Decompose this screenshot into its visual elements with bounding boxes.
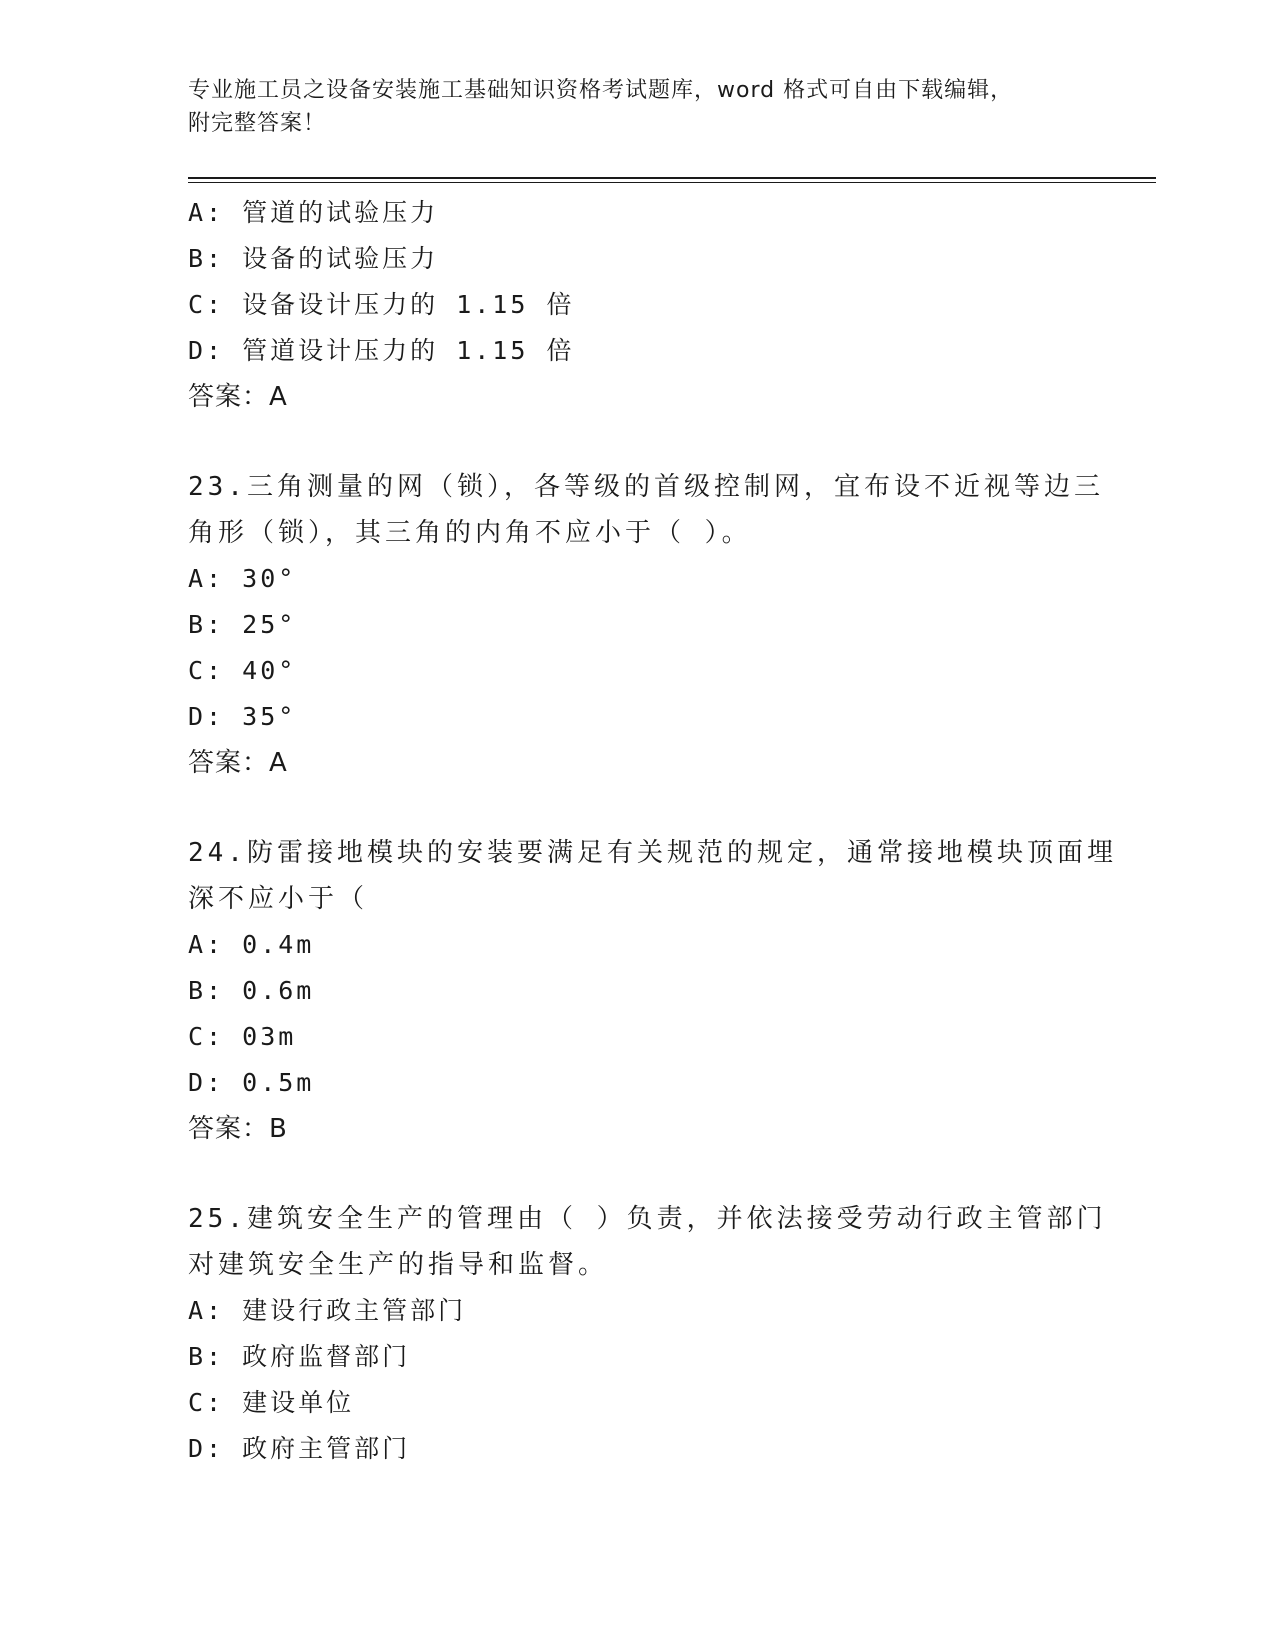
question-stem-line-1: 24.防雷接地模块的安装要满足有关规范的规定，通常接地模块顶面埋 — [188, 838, 1117, 868]
option-b: B: 25° — [188, 610, 297, 639]
question-stem-line-2: 对建筑安全生产的指导和监督。 — [188, 1250, 609, 1280]
question-stem-line-1: 23.三角测量的网（锁），各等级的首级控制网，宜布设不近视等边三 — [188, 472, 1104, 502]
option-b: B: 0.6m — [188, 976, 315, 1005]
option-d: D: 35° — [188, 702, 297, 731]
header-divider-thick — [188, 177, 1156, 179]
option-c: C: 40° — [188, 656, 297, 685]
option-c: C: 设备设计压力的 1.15 倍 — [188, 290, 575, 319]
option-a: A: 管道的试验压力 — [188, 198, 439, 227]
answer: 答案：A — [188, 382, 288, 412]
option-d: D: 管道设计压力的 1.15 倍 — [188, 336, 575, 365]
question-stem-line-2: 角形（锁），其三角的内角不应小于（ ）。 — [188, 518, 752, 548]
option-a: A: 建设行政主管部门 — [188, 1296, 467, 1325]
question-stem-line-1: 25.建筑安全生产的管理由（ ）负责，并依法接受劳动行政主管部门 — [188, 1204, 1107, 1234]
option-c: C: 03m — [188, 1022, 297, 1051]
option-a: A: 0.4m — [188, 930, 315, 959]
header-divider-thin — [188, 182, 1156, 183]
header-line-1: 专业施工员之设备安装施工基础知识资格考试题库，word 格式可自由下载编辑， — [188, 78, 1014, 103]
answer: 答案：A — [188, 748, 288, 778]
question-stem-line-2: 深不应小于（ — [188, 884, 369, 914]
question-23 — [188, 464, 1104, 786]
option-b: B: 政府监督部门 — [188, 1342, 411, 1371]
option-d: D: 政府主管部门 — [188, 1434, 411, 1463]
option-d: D: 0.5m — [188, 1068, 315, 1097]
question-25 — [188, 1196, 1107, 1472]
answer: 答案：B — [188, 1114, 288, 1144]
document-header — [188, 74, 1088, 140]
option-c: C: 建设单位 — [188, 1388, 355, 1417]
question-list — [188, 190, 1117, 1472]
option-b: B: 设备的试验压力 — [188, 244, 439, 273]
question-22 — [188, 190, 1088, 420]
header-line-2: 附完整答案！ — [188, 111, 327, 136]
question-24 — [188, 830, 1117, 1152]
option-a: A: 30° — [188, 564, 297, 593]
